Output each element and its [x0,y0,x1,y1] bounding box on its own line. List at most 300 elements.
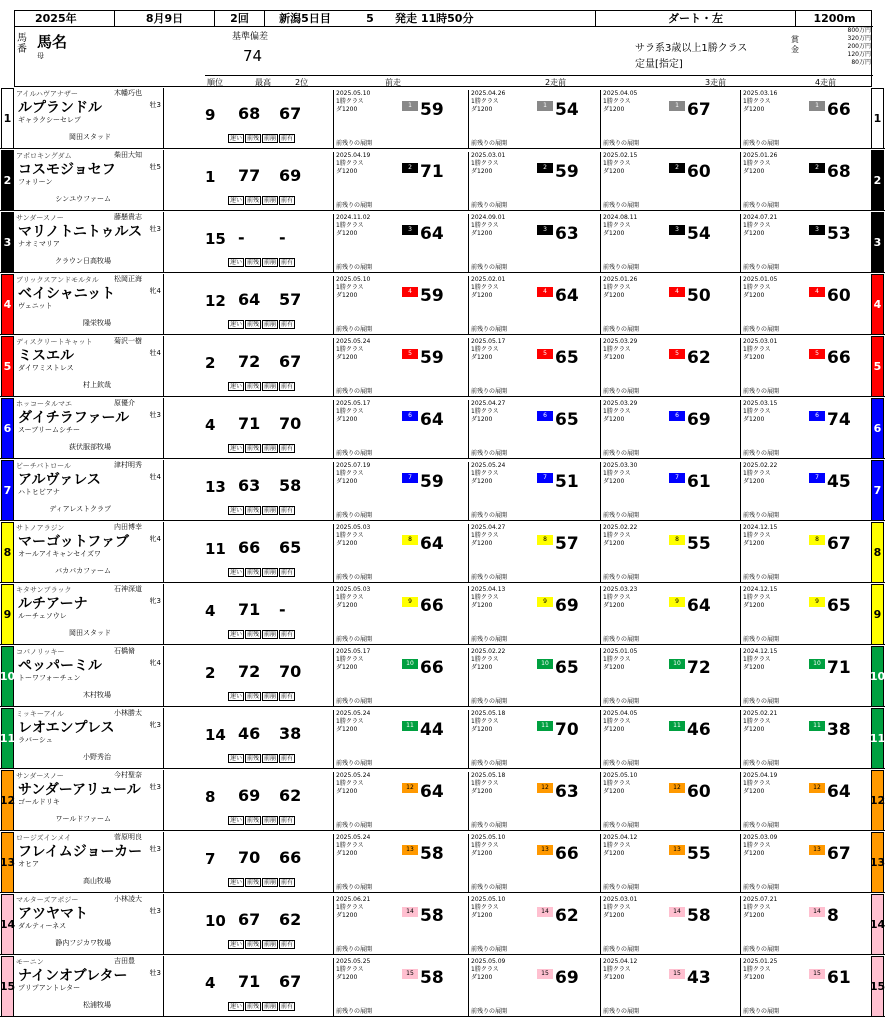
race-cell-1[interactable] [333,958,468,1016]
race-note: 前残りの展開 [603,636,640,643]
race-cell-1[interactable] [333,338,468,396]
tag-3: 前有 [281,569,294,576]
race-date: 2025.05.10 [471,834,506,841]
race-track: ダ1200 [336,850,358,857]
race-track: ダ1200 [471,912,493,919]
race-cell-1[interactable] [333,276,468,334]
race-date: 2025.02.01 [471,276,506,283]
race-cell-4[interactable] [740,90,870,148]
race-track: ダ1200 [471,230,493,237]
race-class: 1勝クラス [743,532,771,539]
race-note: 前残りの展開 [603,450,640,457]
race-score: 50 [687,286,711,306]
race-track: ダ1200 [603,168,625,175]
tag-3: 前有 [281,259,294,266]
race-track: ダ1200 [471,106,493,113]
col-prev: 前走 [385,78,401,87]
race-cell-4[interactable] [740,710,870,768]
race-class: 1勝クラス [471,904,499,911]
race-cell-4[interactable] [740,586,870,644]
race-date: 2025.05.03 [336,586,371,593]
race-date: 2025.04.27 [471,524,506,531]
race-date: 2025.02.21 [743,710,778,717]
horse-name[interactable]: ナインオブレター [18,968,128,984]
best-score: 68 [238,104,261,123]
rank-value: 2 [205,664,216,682]
race-cell-4[interactable] [740,400,870,458]
sire-name: ブリックスアンドモルタル [16,276,99,284]
race-cell-2[interactable] [468,276,600,334]
race-date: 2025.03.30 [603,462,638,469]
horse-info [14,708,164,769]
race-score: 51 [555,472,579,492]
race-date: 2025.03.16 [743,90,778,97]
race-cell-3[interactable] [600,586,740,644]
race-score: 64 [420,534,444,554]
horse-row[interactable] [0,522,885,583]
race-track: ダ1200 [336,726,358,733]
race-cell-2[interactable] [468,648,600,706]
tag-2: 前崩 [264,197,277,204]
horse-row[interactable] [0,88,885,149]
race-cell-2[interactable] [468,586,600,644]
race-cell-2[interactable] [468,834,600,892]
horse-name[interactable]: ルチアーナ [18,596,88,612]
tag-0: 速い [230,1003,243,1010]
tag-3: 前有 [281,941,294,948]
horse-number-right: 9 [871,584,884,645]
sex-age: 牝3 [149,721,161,729]
race-class: 1勝クラス [471,780,499,787]
race-cell-2[interactable] [468,338,600,396]
dam-name: オヒア [18,860,39,868]
race-class: 1勝クラス [743,904,771,911]
race-date: 2025.05.17 [336,400,371,407]
race-class: 1勝クラス [336,904,364,911]
race-note: 前残りの展開 [743,388,780,395]
race-cell-2[interactable] [468,710,600,768]
race-cell-4[interactable] [740,834,870,892]
race-class: 1勝クラス [336,966,364,973]
race-track: ダ1200 [743,788,765,795]
horse-row[interactable] [0,956,885,1017]
race-track: ダ1200 [336,168,358,175]
race-score: 58 [687,906,711,926]
run-tags [228,382,295,391]
race-date: 2025.07.21 [743,896,778,903]
horse-row[interactable] [0,894,885,955]
race-date: 2025.04.26 [471,90,506,97]
race-date: 2025.03.09 [743,834,778,841]
race-cell-1[interactable] [333,90,468,148]
prize-5: 80万円 [851,59,871,66]
race-cell-3[interactable] [600,276,740,334]
race-date: 2024.12.15 [743,524,778,531]
race-score: 55 [687,534,711,554]
horse-info [14,212,164,273]
race-cell-1[interactable] [333,896,468,954]
race-score: 59 [420,286,444,306]
race-date: 2025.03.01 [603,896,638,903]
race-cell-4[interactable] [740,338,870,396]
race-score: 62 [687,348,711,368]
race-class: 1勝クラス [471,284,499,291]
tag-3: 前有 [281,693,294,700]
race-cell-2[interactable] [468,214,600,272]
horse-name[interactable]: ダイチラファール [18,410,130,426]
tag-0: 速い [230,693,243,700]
rank-value: 12 [205,292,226,310]
horse-name[interactable]: コスモジョセフ [18,162,116,178]
race-cell-3[interactable] [600,338,740,396]
tag-2: 前崩 [264,569,277,576]
race-note: 前残りの展開 [743,946,780,953]
post-badge: 3 [669,225,685,235]
race-track: ダ1200 [743,726,765,733]
race-note: 前残りの展開 [743,884,780,891]
race-cell-4[interactable] [740,524,870,582]
race-score: 8 [827,906,839,926]
post-badge: 6 [669,411,685,421]
post-badge: 11 [537,721,553,731]
tag-0: 速い [230,135,243,142]
best-score: 72 [238,352,261,371]
post-badge: 12 [537,783,553,793]
race-cell-3[interactable] [600,834,740,892]
race-cell-1[interactable] [333,214,468,272]
sire-name: ビーチパトロール [16,462,72,470]
horse-name[interactable]: アルヴァレス [18,472,101,488]
tag-1: 前残 [247,383,260,390]
race-cell-4[interactable] [740,772,870,830]
horse-name[interactable]: アツヤマト [18,906,88,922]
horse-name[interactable]: ペッパーミル [18,658,102,674]
race-track: ダ1200 [471,850,493,857]
race-cell-2[interactable] [468,462,600,520]
race-cell-1[interactable] [333,648,468,706]
tag-3: 前有 [281,631,294,638]
second-score: 65 [279,538,302,557]
race-cell-4[interactable] [740,152,870,210]
race-note: 前残りの展開 [743,450,780,457]
second-score: 66 [279,848,302,867]
race-score: 45 [827,472,851,492]
race-cell-1[interactable] [333,462,468,520]
tag-2: 前崩 [264,631,277,638]
race-score: 71 [827,658,851,678]
race-note: 前残りの展開 [336,388,373,395]
post-badge: 9 [809,597,825,607]
tag-1: 前残 [247,259,260,266]
race-date: 2024.12.15 [743,648,778,655]
race-track: ダ1200 [603,416,625,423]
run-tags [228,258,295,267]
race-cell-3[interactable] [600,462,740,520]
race-track: ダ1200 [336,292,358,299]
race-score: 66 [555,844,579,864]
horse-row[interactable] [0,398,885,459]
race-note: 前残りの展開 [336,698,373,705]
race-note: 前残りの展開 [336,760,373,767]
tag-0: 速い [230,259,243,266]
sex-age: 牡3 [149,969,161,977]
race-note: 前残りの展開 [471,636,508,643]
horse-name[interactable]: サンダーアリュール [18,782,141,798]
horse-name[interactable]: ミスエル [18,348,74,364]
race-cell-3[interactable] [600,152,740,210]
tag-0: 速い [230,631,243,638]
second-score: 67 [279,104,302,123]
race-cell-4[interactable] [740,276,870,334]
post-badge: 2 [537,163,553,173]
prize-4: 120万円 [847,51,871,58]
horse-row[interactable] [0,336,885,397]
race-score: 66 [420,658,444,678]
race-date: 2025.02.22 [743,462,778,469]
race-date: 2025.03.01 [471,152,506,159]
best-score: 63 [238,476,261,495]
race-date: 2025.05.18 [471,710,506,717]
race-class: 1勝クラス [603,718,631,725]
run-tags [228,940,295,949]
race-score: 53 [827,224,851,244]
horse-number-right: 5 [871,336,884,397]
race-cell-3[interactable] [600,214,740,272]
race-class: 1勝クラス [603,532,631,539]
rank-value: 10 [205,912,226,930]
race-score: 65 [555,348,579,368]
race-cell-3[interactable] [600,648,740,706]
race-date: 2025.05.09 [471,958,506,965]
race-score: 60 [687,162,711,182]
race-track: ダ1200 [743,540,765,547]
race-class: 1勝クラス [336,532,364,539]
race-class: 1勝クラス [336,842,364,849]
jockey-name: 小林凌大 [114,895,142,903]
jockey-name: 吉田豊 [114,957,135,965]
horse-row[interactable] [0,584,885,645]
race-track: ダ1200 [743,602,765,609]
horse-name[interactable]: ルプランドル [18,100,102,116]
race-class: 1勝クラス [743,160,771,167]
race-cell-3[interactable] [600,772,740,830]
race-cell-3[interactable] [600,400,740,458]
race-cell-1[interactable] [333,772,468,830]
race-date: 2025.05.17 [471,338,506,345]
second-score: 67 [279,972,302,991]
race-note: 前残りの展開 [743,698,780,705]
sex-age: 牡3 [149,907,161,915]
race-cell-2[interactable] [468,400,600,458]
horse-row[interactable] [0,150,885,211]
horse-number-right: 13 [871,832,884,893]
race-note: 前残りの展開 [743,326,780,333]
horse-name[interactable]: マーゴットファブ [18,534,130,550]
breeder-name: クラウン日高牧場 [55,257,111,265]
race-score: 72 [687,658,711,678]
race-cell-2[interactable] [468,90,600,148]
horse-name[interactable]: レオエンプレス [18,720,115,736]
race-score: 67 [827,844,851,864]
race-date: 2025.04.12 [603,834,638,841]
race-cell-1[interactable] [333,152,468,210]
best-score: 71 [238,972,261,991]
race-note: 前残りの展開 [471,1008,508,1015]
race-score: 62 [555,906,579,926]
race-note: 前残りの展開 [603,1008,640,1015]
tag-1: 前残 [247,569,260,576]
race-date: 2025.06.21 [336,896,371,903]
sire-name: アポロキングダム [16,152,72,160]
tag-0: 速い [230,569,243,576]
race-track: ダ1200 [471,974,493,981]
race-cell-4[interactable] [740,896,870,954]
race-score: 68 [827,162,851,182]
column-header-row [205,75,873,88]
horse-row[interactable] [0,460,885,521]
race-date: 2025.05.10 [603,772,638,779]
post-badge: 4 [669,287,685,297]
horse-number-right: 6 [871,398,884,459]
horse-info [14,336,164,397]
tag-0: 速い [230,507,243,514]
race-cell-3[interactable] [600,958,740,1016]
horse-number-right: 8 [871,522,884,583]
race-track: ダ1200 [603,230,625,237]
race-score: 54 [687,224,711,244]
best-score: - [238,228,245,247]
race-cell-3[interactable] [600,896,740,954]
race-note: 前残りの展開 [603,512,640,519]
race-class: 1勝クラス [471,656,499,663]
race-note: 前残りの展開 [471,264,508,271]
tag-0: 速い [230,941,243,948]
race-track: ダ1200 [603,292,625,299]
second-score: 67 [279,352,302,371]
race-class: 1勝クラス [603,966,631,973]
race-cell-2[interactable] [468,152,600,210]
dam-name: ゴールドリキ [18,798,60,806]
horse-info [14,956,164,1017]
race-cell-2[interactable] [468,896,600,954]
race-class: 1勝クラス [743,780,771,787]
horse-row[interactable] [0,832,885,893]
race-cell-2[interactable] [468,958,600,1016]
race-score: 65 [555,658,579,678]
rank-value: 4 [205,602,216,620]
race-cell-4[interactable] [740,462,870,520]
race-cell-2[interactable] [468,772,600,830]
race-cell-3[interactable] [600,90,740,148]
breeder-name: 木村牧場 [83,691,111,699]
race-score: 74 [827,410,851,430]
breeder-name: 荻伏服部牧場 [69,443,111,451]
sex-age: 牡4 [149,473,161,481]
tag-0: 速い [230,197,243,204]
race-cell-3[interactable] [600,524,740,582]
tag-3: 前有 [281,445,294,452]
race-cell-1[interactable] [333,524,468,582]
run-tags [228,444,295,453]
sex-age: 牡4 [149,349,161,357]
sire-name: ロージズインメイ [16,834,72,842]
race-track: ダ1200 [603,850,625,857]
breeder-name: 小野秀治 [83,753,111,761]
post-badge: 9 [402,597,418,607]
race-note: 前残りの展開 [743,574,780,581]
race-note: 前残りの展開 [743,202,780,209]
race-date: 2025.01.25 [743,958,778,965]
race-track: ダ1200 [471,540,493,547]
horse-row[interactable] [0,708,885,769]
race-score: 64 [420,782,444,802]
race-cell-4[interactable] [740,958,870,1016]
post-badge: 14 [402,907,418,917]
race-cell-1[interactable] [333,400,468,458]
race-date: 2025.02.15 [603,152,638,159]
horse-row[interactable] [0,274,885,335]
dam-name: ラバーシュ [18,736,53,744]
sire-name: サンダースノー [16,772,64,780]
horse-info [14,522,164,583]
tag-0: 速い [230,817,243,824]
race-date: 2025.05.10 [336,276,371,283]
race-note: 前残りの展開 [471,884,508,891]
horse-number-right: 7 [871,460,884,521]
horse-name[interactable]: ベイシャニット [18,286,116,302]
horse-row[interactable] [0,770,885,831]
race-score: 59 [420,472,444,492]
sire-name: マルターズアポジー [16,896,79,904]
race-score: 58 [420,906,444,926]
horse-name[interactable]: フレイムジョーカー [18,844,143,860]
race-note: 前残りの展開 [336,140,373,147]
prize-1: 800万円 [847,27,871,34]
race-class: 1勝クラス [743,284,771,291]
horse-info [14,398,164,459]
race-cell-1[interactable] [333,834,468,892]
race-cell-1[interactable] [333,710,468,768]
race-note: 前残りの展開 [471,388,508,395]
post-badge: 15 [809,969,825,979]
rank-value: 8 [205,788,216,806]
race-note: 前残りの展開 [603,946,640,953]
race-cell-4[interactable] [740,648,870,706]
race-track: ダ1200 [743,106,765,113]
race-date: 2025.03.29 [603,338,638,345]
col-2prev: 2走前 [545,78,567,87]
post-badge: 13 [402,845,418,855]
race-cell-1[interactable] [333,586,468,644]
horse-row[interactable] [0,212,885,273]
rank-value: 2 [205,354,216,372]
race-cell-3[interactable] [600,710,740,768]
race-cell-2[interactable] [468,524,600,582]
horse-name[interactable]: マリノトニトゥルス [18,224,143,240]
race-score: 66 [827,348,851,368]
race-note: 前残りの展開 [603,264,640,271]
rank-value: 15 [205,230,226,248]
race-cell-4[interactable] [740,214,870,272]
best-score: 77 [238,166,261,185]
horse-row[interactable] [0,646,885,707]
cond2: 定量[指定] [635,59,683,70]
post-badge: 4 [809,287,825,297]
post-badge: 11 [809,721,825,731]
tag-2: 前崩 [264,755,277,762]
post-badge: 5 [402,349,418,359]
race-date: 2025.01.05 [743,276,778,283]
